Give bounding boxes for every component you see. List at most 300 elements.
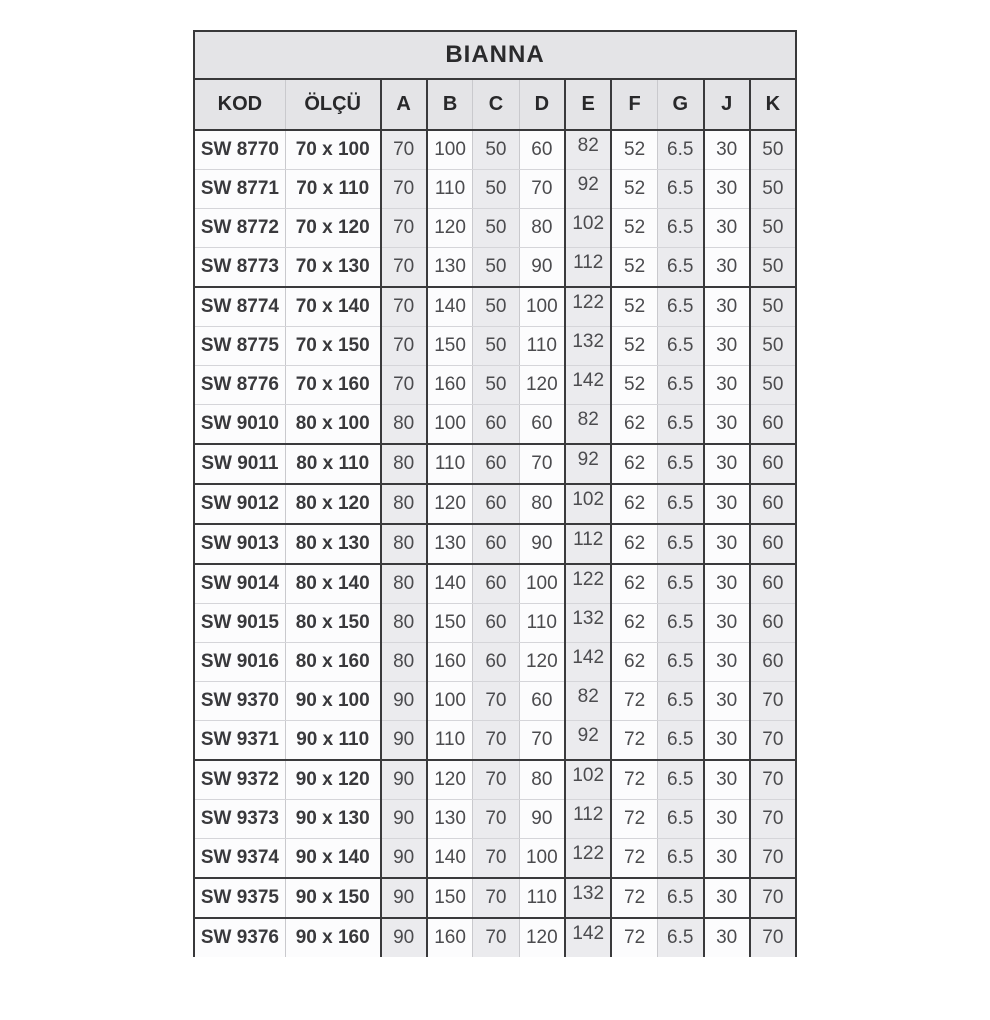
cell-value: 110 — [434, 178, 466, 199]
cell-value: 50 — [762, 139, 784, 160]
cell-value: 60 — [485, 413, 507, 434]
value-cell-c — [473, 287, 519, 327]
cell-value: 80 — [393, 413, 415, 434]
cell-value: 6.5 — [667, 374, 694, 395]
col-header-k: K — [750, 79, 796, 130]
value-cell-a — [381, 878, 427, 918]
cell-value: 80 — [393, 612, 415, 633]
value-cell-a — [381, 327, 427, 366]
col-header-d: D — [519, 79, 565, 130]
cell-value: 62 — [624, 413, 646, 434]
olcu-cell: 80 x 160 — [285, 643, 380, 682]
value-cell-e — [565, 484, 611, 524]
value-cell-k — [750, 248, 796, 288]
value-cell-e — [565, 643, 611, 682]
value-cell-b — [427, 524, 473, 564]
value-cell-k — [750, 130, 796, 170]
kod-cell: SW 9013 — [194, 524, 285, 564]
cell-value: 70 — [393, 374, 415, 395]
table-title: BIANNA — [194, 31, 796, 79]
kod-cell: SW 8774 — [194, 287, 285, 327]
cell-value: 130 — [434, 533, 466, 554]
value-cell-d — [519, 484, 565, 524]
value-cell-e — [565, 248, 611, 288]
value-cell-a — [381, 564, 427, 604]
value-cell-c — [473, 524, 519, 564]
cell-value: 72 — [624, 847, 646, 868]
cell-value: 60 — [762, 651, 784, 672]
value-cell-f — [611, 484, 657, 524]
cell-value: 6.5 — [667, 847, 694, 868]
cell-value: 30 — [716, 769, 738, 790]
cell-value: 92 — [577, 725, 599, 746]
table-row — [194, 721, 796, 761]
cell-value: 30 — [716, 729, 738, 750]
cell-value: 70 — [762, 769, 784, 790]
cell-value: 142 — [572, 647, 605, 668]
value-cell-g — [657, 604, 703, 643]
cell-value: 100 — [434, 413, 466, 434]
value-cell-c — [473, 366, 519, 405]
cell-value: 60 — [531, 139, 553, 160]
value-cell-e — [565, 918, 611, 958]
cell-value: 122 — [572, 292, 605, 313]
cell-value: 6.5 — [667, 256, 694, 277]
value-cell-e — [565, 287, 611, 327]
value-cell-b — [427, 721, 473, 761]
cell-value: 140 — [434, 296, 466, 317]
cell-value: 50 — [485, 256, 507, 277]
value-cell-b — [427, 878, 473, 918]
value-cell-g — [657, 327, 703, 366]
cell-value: 60 — [485, 573, 507, 594]
value-cell-e — [565, 405, 611, 445]
value-cell-j — [704, 287, 750, 327]
cell-value: 30 — [716, 887, 738, 908]
olcu-cell: 70 x 140 — [285, 287, 380, 327]
cell-value: 6.5 — [667, 573, 694, 594]
cell-value: 100 — [525, 573, 558, 594]
table-row — [194, 878, 796, 918]
kod-cell: SW 9012 — [194, 484, 285, 524]
cell-value: 120 — [525, 927, 558, 948]
cell-value: 70 — [485, 808, 507, 829]
cell-value: 52 — [624, 256, 646, 277]
kod-cell: SW 9014 — [194, 564, 285, 604]
value-cell-b — [427, 564, 473, 604]
value-cell-j — [704, 721, 750, 761]
olcu-cell: 80 x 140 — [285, 564, 380, 604]
value-cell-b — [427, 209, 473, 248]
cell-value: 52 — [624, 335, 646, 356]
cell-value: 80 — [393, 453, 415, 474]
cell-value: 6.5 — [667, 729, 694, 750]
cell-value: 30 — [716, 374, 738, 395]
value-cell-a — [381, 444, 427, 484]
cell-value: 50 — [485, 217, 507, 238]
cell-value: 130 — [434, 808, 466, 829]
value-cell-b — [427, 444, 473, 484]
cell-value: 90 — [531, 533, 553, 554]
value-cell-j — [704, 366, 750, 405]
value-cell-c — [473, 760, 519, 800]
value-cell-f — [611, 682, 657, 721]
cell-value: 50 — [762, 296, 784, 317]
value-cell-k — [750, 643, 796, 682]
cell-value: 112 — [573, 804, 604, 825]
value-cell-e — [565, 170, 611, 209]
cell-value: 50 — [762, 178, 784, 199]
cell-value: 6.5 — [667, 612, 694, 633]
value-cell-a — [381, 209, 427, 248]
cell-value: 72 — [624, 808, 646, 829]
cell-value: 70 — [485, 769, 507, 790]
col-header-c: C — [473, 79, 519, 130]
value-cell-k — [750, 918, 796, 958]
value-cell-d — [519, 760, 565, 800]
cell-value: 6.5 — [667, 139, 694, 160]
cell-value: 70 — [531, 453, 553, 474]
cell-value: 50 — [485, 139, 507, 160]
cell-value: 6.5 — [667, 651, 694, 672]
value-cell-j — [704, 918, 750, 958]
cell-value: 100 — [434, 139, 466, 160]
value-cell-a — [381, 405, 427, 445]
value-cell-g — [657, 918, 703, 958]
cell-value: 30 — [716, 808, 738, 829]
olcu-cell: 70 x 120 — [285, 209, 380, 248]
olcu-cell: 90 x 120 — [285, 760, 380, 800]
cell-value: 102 — [572, 213, 605, 234]
value-cell-e — [565, 682, 611, 721]
cell-value: 160 — [434, 374, 466, 395]
value-cell-c — [473, 248, 519, 288]
cell-value: 30 — [716, 493, 738, 514]
value-cell-j — [704, 130, 750, 170]
value-cell-k — [750, 484, 796, 524]
table-row — [194, 170, 796, 209]
value-cell-j — [704, 209, 750, 248]
value-cell-c — [473, 405, 519, 445]
value-cell-a — [381, 760, 427, 800]
value-cell-d — [519, 564, 565, 604]
cell-value: 70 — [762, 847, 784, 868]
cell-value: 90 — [393, 847, 415, 868]
cell-value: 70 — [762, 927, 784, 948]
cell-value: 80 — [393, 533, 415, 554]
kod-cell: SW 8776 — [194, 366, 285, 405]
cell-value: 60 — [762, 453, 784, 474]
cell-value: 70 — [531, 178, 553, 199]
cell-value: 30 — [716, 413, 738, 434]
cell-value: 72 — [624, 729, 646, 750]
cell-value: 130 — [434, 256, 466, 277]
value-cell-b — [427, 327, 473, 366]
value-cell-e — [565, 366, 611, 405]
value-cell-b — [427, 918, 473, 958]
table-row — [194, 682, 796, 721]
value-cell-g — [657, 248, 703, 288]
table-row — [194, 366, 796, 405]
cell-value: 132 — [572, 883, 605, 904]
value-cell-k — [750, 209, 796, 248]
value-cell-a — [381, 839, 427, 879]
cell-value: 90 — [531, 808, 553, 829]
cell-value: 112 — [573, 252, 604, 273]
cell-value: 142 — [572, 923, 605, 944]
value-cell-k — [750, 721, 796, 761]
cell-value: 52 — [624, 217, 646, 238]
value-cell-k — [750, 366, 796, 405]
cell-value: 110 — [526, 335, 557, 356]
cell-value: 102 — [572, 489, 605, 510]
cell-value: 30 — [716, 573, 738, 594]
kod-cell: SW 8775 — [194, 327, 285, 366]
value-cell-g — [657, 405, 703, 445]
cell-value: 80 — [393, 573, 415, 594]
value-cell-f — [611, 366, 657, 405]
cell-value: 30 — [716, 256, 738, 277]
cell-value: 70 — [485, 927, 507, 948]
value-cell-j — [704, 405, 750, 445]
cell-value: 90 — [393, 808, 415, 829]
value-cell-d — [519, 839, 565, 879]
cell-value: 60 — [531, 690, 553, 711]
table-row — [194, 287, 796, 327]
cell-value: 50 — [762, 217, 784, 238]
value-cell-b — [427, 800, 473, 839]
cell-value: 90 — [393, 769, 415, 790]
kod-cell: SW 9375 — [194, 878, 285, 918]
cell-value: 120 — [434, 769, 466, 790]
cell-value: 62 — [624, 453, 646, 474]
col-header-olcu: ÖLÇÜ — [285, 79, 380, 130]
cell-value: 50 — [762, 335, 784, 356]
cell-value: 150 — [434, 887, 466, 908]
value-cell-j — [704, 643, 750, 682]
value-cell-f — [611, 918, 657, 958]
value-cell-g — [657, 130, 703, 170]
table-head — [194, 31, 796, 130]
olcu-cell: 80 x 110 — [285, 444, 380, 484]
cell-value: 70 — [393, 256, 415, 277]
value-cell-g — [657, 484, 703, 524]
table-row — [194, 444, 796, 484]
cell-value: 72 — [624, 769, 646, 790]
cell-value: 110 — [526, 887, 557, 908]
value-cell-k — [750, 287, 796, 327]
cell-value: 30 — [716, 296, 738, 317]
cell-value: 90 — [393, 729, 415, 750]
value-cell-j — [704, 839, 750, 879]
cell-value: 6.5 — [667, 413, 694, 434]
value-cell-c — [473, 327, 519, 366]
value-cell-g — [657, 564, 703, 604]
value-cell-j — [704, 444, 750, 484]
value-cell-a — [381, 170, 427, 209]
value-cell-e — [565, 839, 611, 879]
cell-value: 62 — [624, 533, 646, 554]
cell-value: 30 — [716, 217, 738, 238]
cell-value: 70 — [393, 217, 415, 238]
cell-value: 30 — [716, 927, 738, 948]
table-row — [194, 839, 796, 879]
value-cell-e — [565, 327, 611, 366]
value-cell-g — [657, 800, 703, 839]
kod-cell: SW 9371 — [194, 721, 285, 761]
kod-cell: SW 9370 — [194, 682, 285, 721]
value-cell-e — [565, 444, 611, 484]
cell-value: 70 — [762, 887, 784, 908]
value-cell-a — [381, 366, 427, 405]
value-cell-g — [657, 839, 703, 879]
value-cell-d — [519, 878, 565, 918]
cell-value: 92 — [577, 449, 599, 470]
value-cell-g — [657, 643, 703, 682]
value-cell-j — [704, 327, 750, 366]
value-cell-b — [427, 130, 473, 170]
value-cell-c — [473, 170, 519, 209]
olcu-cell: 90 x 140 — [285, 839, 380, 879]
cell-value: 160 — [434, 651, 466, 672]
cell-value: 82 — [577, 135, 599, 156]
value-cell-d — [519, 918, 565, 958]
kod-cell: SW 9010 — [194, 405, 285, 445]
cell-value: 50 — [762, 374, 784, 395]
olcu-cell: 80 x 120 — [285, 484, 380, 524]
value-cell-b — [427, 248, 473, 288]
cell-value: 132 — [572, 608, 605, 629]
value-cell-k — [750, 524, 796, 564]
value-cell-e — [565, 130, 611, 170]
cell-value: 70 — [531, 729, 553, 750]
cell-value: 72 — [624, 887, 646, 908]
value-cell-a — [381, 484, 427, 524]
value-cell-f — [611, 721, 657, 761]
cell-value: 52 — [624, 178, 646, 199]
cell-value: 6.5 — [667, 453, 694, 474]
cell-value: 52 — [624, 139, 646, 160]
value-cell-e — [565, 800, 611, 839]
value-cell-b — [427, 682, 473, 721]
value-cell-c — [473, 721, 519, 761]
value-cell-g — [657, 878, 703, 918]
kod-cell: SW 9376 — [194, 918, 285, 958]
value-cell-c — [473, 682, 519, 721]
cell-value: 60 — [485, 493, 507, 514]
cell-value: 70 — [485, 847, 507, 868]
olcu-cell: 70 x 100 — [285, 130, 380, 170]
cell-value: 70 — [485, 690, 507, 711]
cell-value: 70 — [485, 729, 507, 750]
kod-cell: SW 8772 — [194, 209, 285, 248]
table-row — [194, 209, 796, 248]
cell-value: 60 — [485, 651, 507, 672]
value-cell-a — [381, 130, 427, 170]
cell-value: 30 — [716, 453, 738, 474]
col-header-g: G — [657, 79, 703, 130]
value-cell-g — [657, 444, 703, 484]
title-row — [194, 31, 796, 79]
value-cell-d — [519, 130, 565, 170]
value-cell-c — [473, 643, 519, 682]
column-header-row — [194, 79, 796, 130]
value-cell-c — [473, 484, 519, 524]
value-cell-e — [565, 878, 611, 918]
cell-value: 30 — [716, 612, 738, 633]
value-cell-a — [381, 248, 427, 288]
cell-value: 60 — [762, 533, 784, 554]
col-header-j: J — [704, 79, 750, 130]
cell-value: 60 — [762, 573, 784, 594]
cell-value: 112 — [573, 529, 604, 550]
value-cell-f — [611, 524, 657, 564]
cell-value: 90 — [393, 927, 415, 948]
cell-value: 90 — [531, 256, 553, 277]
value-cell-c — [473, 564, 519, 604]
value-cell-d — [519, 209, 565, 248]
value-cell-c — [473, 839, 519, 879]
cell-value: 100 — [525, 847, 558, 868]
cell-value: 30 — [716, 847, 738, 868]
olcu-cell: 90 x 130 — [285, 800, 380, 839]
value-cell-e — [565, 524, 611, 564]
cell-value: 70 — [393, 296, 415, 317]
cell-value: 50 — [485, 374, 507, 395]
value-cell-d — [519, 366, 565, 405]
value-cell-f — [611, 405, 657, 445]
value-cell-k — [750, 405, 796, 445]
cell-value: 140 — [434, 847, 466, 868]
value-cell-d — [519, 604, 565, 643]
value-cell-e — [565, 721, 611, 761]
value-cell-k — [750, 839, 796, 879]
cell-value: 142 — [572, 370, 605, 391]
value-cell-j — [704, 524, 750, 564]
value-cell-g — [657, 209, 703, 248]
cell-value: 102 — [572, 765, 605, 786]
value-cell-f — [611, 800, 657, 839]
value-cell-e — [565, 564, 611, 604]
value-cell-d — [519, 800, 565, 839]
cell-value: 120 — [434, 217, 466, 238]
value-cell-g — [657, 287, 703, 327]
cell-value: 62 — [624, 573, 646, 594]
cell-value: 60 — [531, 413, 553, 434]
kod-cell: SW 9011 — [194, 444, 285, 484]
value-cell-d — [519, 248, 565, 288]
size-table-container — [193, 30, 797, 959]
cell-value: 70 — [762, 808, 784, 829]
kod-cell: SW 9016 — [194, 643, 285, 682]
col-header-b: B — [427, 79, 473, 130]
cell-value: 80 — [393, 651, 415, 672]
table-row — [194, 564, 796, 604]
cell-value: 6.5 — [667, 887, 694, 908]
cell-value: 6.5 — [667, 178, 694, 199]
value-cell-e — [565, 209, 611, 248]
cell-value: 62 — [624, 651, 646, 672]
value-cell-d — [519, 327, 565, 366]
value-cell-b — [427, 287, 473, 327]
cell-value: 90 — [393, 690, 415, 711]
size-table — [193, 30, 797, 959]
cell-value: 70 — [393, 335, 415, 356]
cell-value: 30 — [716, 651, 738, 672]
value-cell-f — [611, 604, 657, 643]
olcu-cell: 70 x 160 — [285, 366, 380, 405]
cell-value: 62 — [624, 493, 646, 514]
